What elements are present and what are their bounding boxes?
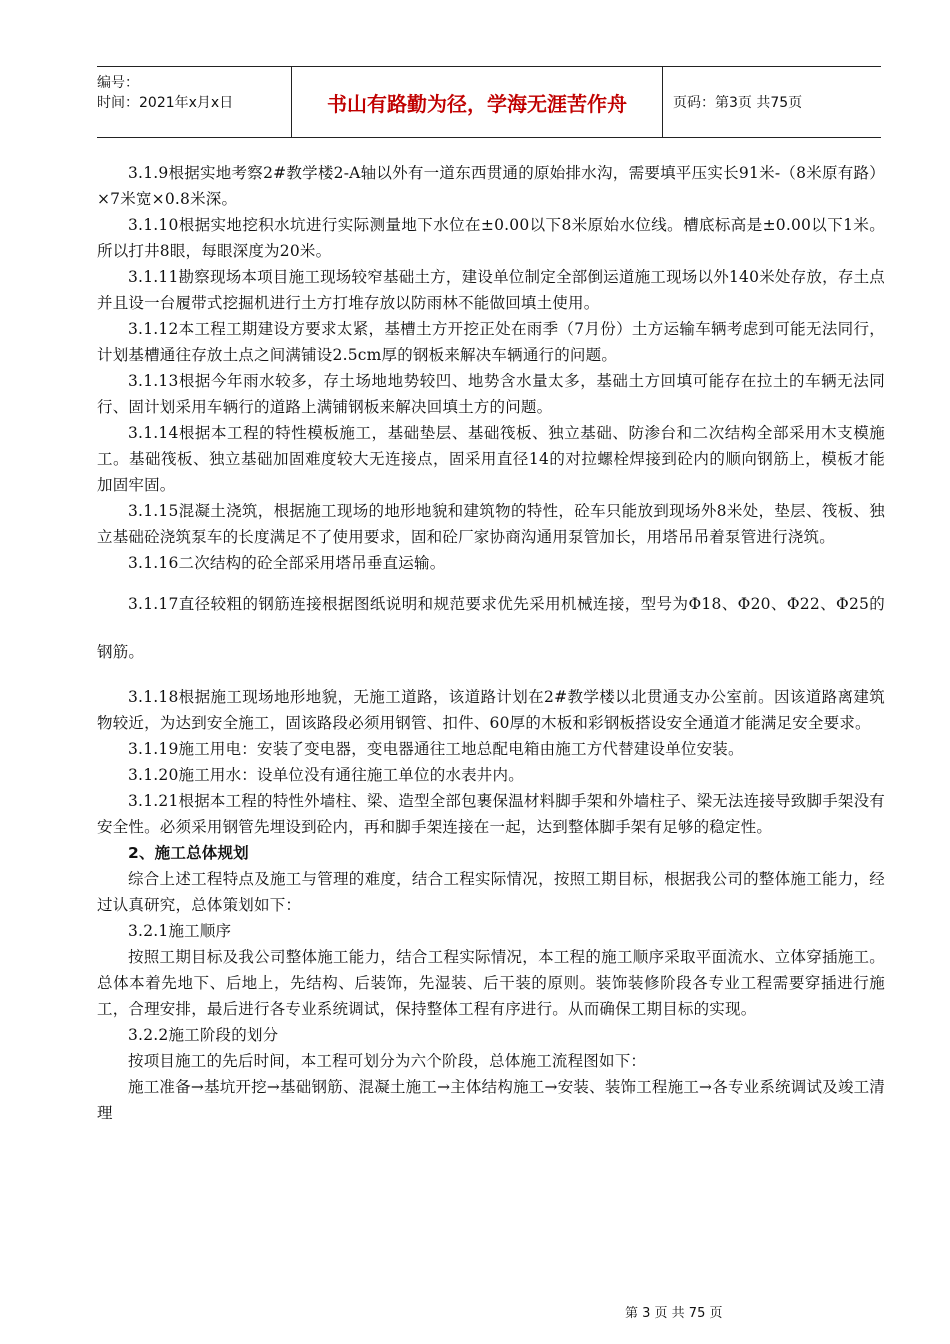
- header-motto: 书山有路勤为径，学海无涯苦作舟: [291, 67, 663, 137]
- paragraph-summary: 综合上述工程特点及施工与管理的难度，结合工程实际情况，按照工期目标，根据我公司的整体施工能力，经过认真研究，总体策划如下：: [97, 870, 885, 914]
- subheading-3-2-1: 3.2.1施工顺序: [128, 922, 232, 940]
- paragraph-3-1-17: 3.1.17直径较粗的钢筋连接根据图纸说明和规范要求优先采用机械连接，型号为Φ18、Φ20、Φ22、Φ25的钢筋。: [97, 595, 885, 661]
- paragraph-3-1-13: 3.1.13根据今年雨水较多，存土场地地势较凹、地势含水量太多，基础土方回填可能存在拉土的车辆无法同行、固计划采用车辆行的道路上满铺钢板来解决回填土方的问题。: [97, 372, 885, 416]
- page-header: [97, 66, 881, 138]
- document-body: [97, 160, 885, 1126]
- paragraph-3-1-14: 3.1.14根据本工程的特性模板施工，基础垫层、基础筏板、独立基础、防渗台和二次结构全部采用木支模施工。基础筏板、独立基础加固难度较大无连接点，固采用直径14的对拉螺栓焊接到砼内的顺向钢筋上，模板才能加固牢固。: [97, 424, 885, 494]
- paragraph-3-1-10: 3.1.10根据实地挖积水坑进行实际测量地下水位在±0.00以下8米原始水位线。槽底标高是±0.00以下1米。所以打井8眼，每眼深度为20米。: [97, 216, 885, 260]
- paragraph-3-1-15: 3.1.15混凝土浇筑，根据施工现场的地形地貌和建筑物的特性，砼车只能放到现场外8米处，垫层、筏板、独立基础砼浇筑泵车的长度满足不了使用要求，固和砼厂家协商沟通用泵管加长，用塔吊吊着泵管进行浇筑。: [97, 502, 885, 546]
- paragraph-3-1-11: 3.1.11勘察现场本项目施工现场较窄基础土方，建设单位制定全部倒运道施工现场以外140米处存放，存土点并且设一台履带式挖掘机进行土方打堆存放以防雨林不能做回填土使用。: [97, 268, 885, 312]
- section-heading: 2、施工总体规划: [128, 844, 249, 862]
- paragraph-3-1-21: 3.1.21根据本工程的特性外墙柱、梁、造型全部包裹保温材料脚手架和外墙柱子、梁无法连接导致脚手架没有安全性。必须采用钢管先埋设到砼内，再和脚手架连接在一起，达到整体脚手架有足够的稳定性。: [97, 792, 886, 836]
- paragraph-3-1-16: 3.1.16二次结构的砼全部采用塔吊垂直运输。: [128, 554, 446, 572]
- paragraph-process-flow: 施工准备→基坑开挖→基础钢筋、混凝土施工→主体结构施工→安装、装饰工程施工→各专业系统调试及竣工清理: [97, 1078, 885, 1122]
- document-id-label: 编号：: [97, 75, 139, 91]
- paragraph-3-1-19: 3.1.19施工用电：安装了变电器，变电器通往工地总配电箱由施工方代替建设单位安装。: [128, 740, 744, 758]
- header-page-number: 页码：第3页 共75页: [673, 95, 803, 111]
- paragraph-construction-order: 按照工期目标及我公司整体施工能力，结合工程实际情况，本工程的施工顺序采取平面流水、立体穿插施工。总体本着先地下、后地上，先结构、后装饰，先湿装、后干装的原则。装饰装修阶段各专业工程需要穿插进行施工，合理安排，最后进行各专业系统调试，保持整体工程有序进行。从而确保工期目标的实现。: [97, 948, 885, 1018]
- document-time-label: 时间：2021年x月x日: [97, 95, 234, 111]
- page-footer: 第 3 页 共 75 页: [625, 1306, 723, 1321]
- header-info: [97, 67, 291, 137]
- subheading-3-2-2: 3.2.2施工阶段的划分: [128, 1026, 279, 1044]
- paragraph-stage-division: 按项目施工的先后时间，本工程可划分为六个阶段，总体施工流程图如下：: [128, 1052, 647, 1070]
- paragraph-3-1-9: 3.1.9根据实地考察2#教学楼2-A轴以外有一道东西贯通的原始排水沟，需要填平压实长91米-（8米原有路）×7米宽×0.8米深。: [97, 164, 885, 208]
- paragraph-3-1-12: 3.1.12本工程工期建设方要求太紧，基槽土方开挖正处在雨季（7月份）土方运输车辆考虑到可能无法同行，计划基槽通往存放土点之间满铺设2.5cm厚的钢板来解决车辆通行的问题。: [97, 320, 885, 364]
- paragraph-3-1-18: 3.1.18根据施工现场地形地貌，无施工道路，该道路计划在2#教学楼以北贯通支办公室前。因该道路离建筑物较近，为达到安全施工，固该路段必须用钢管、扣件、60厚的木板和彩钢板搭设安全通道才能满足安全要求。: [97, 688, 885, 732]
- paragraph-3-1-20: 3.1.20施工用水：设单位没有通往施工单位的水表井内。: [128, 766, 524, 784]
